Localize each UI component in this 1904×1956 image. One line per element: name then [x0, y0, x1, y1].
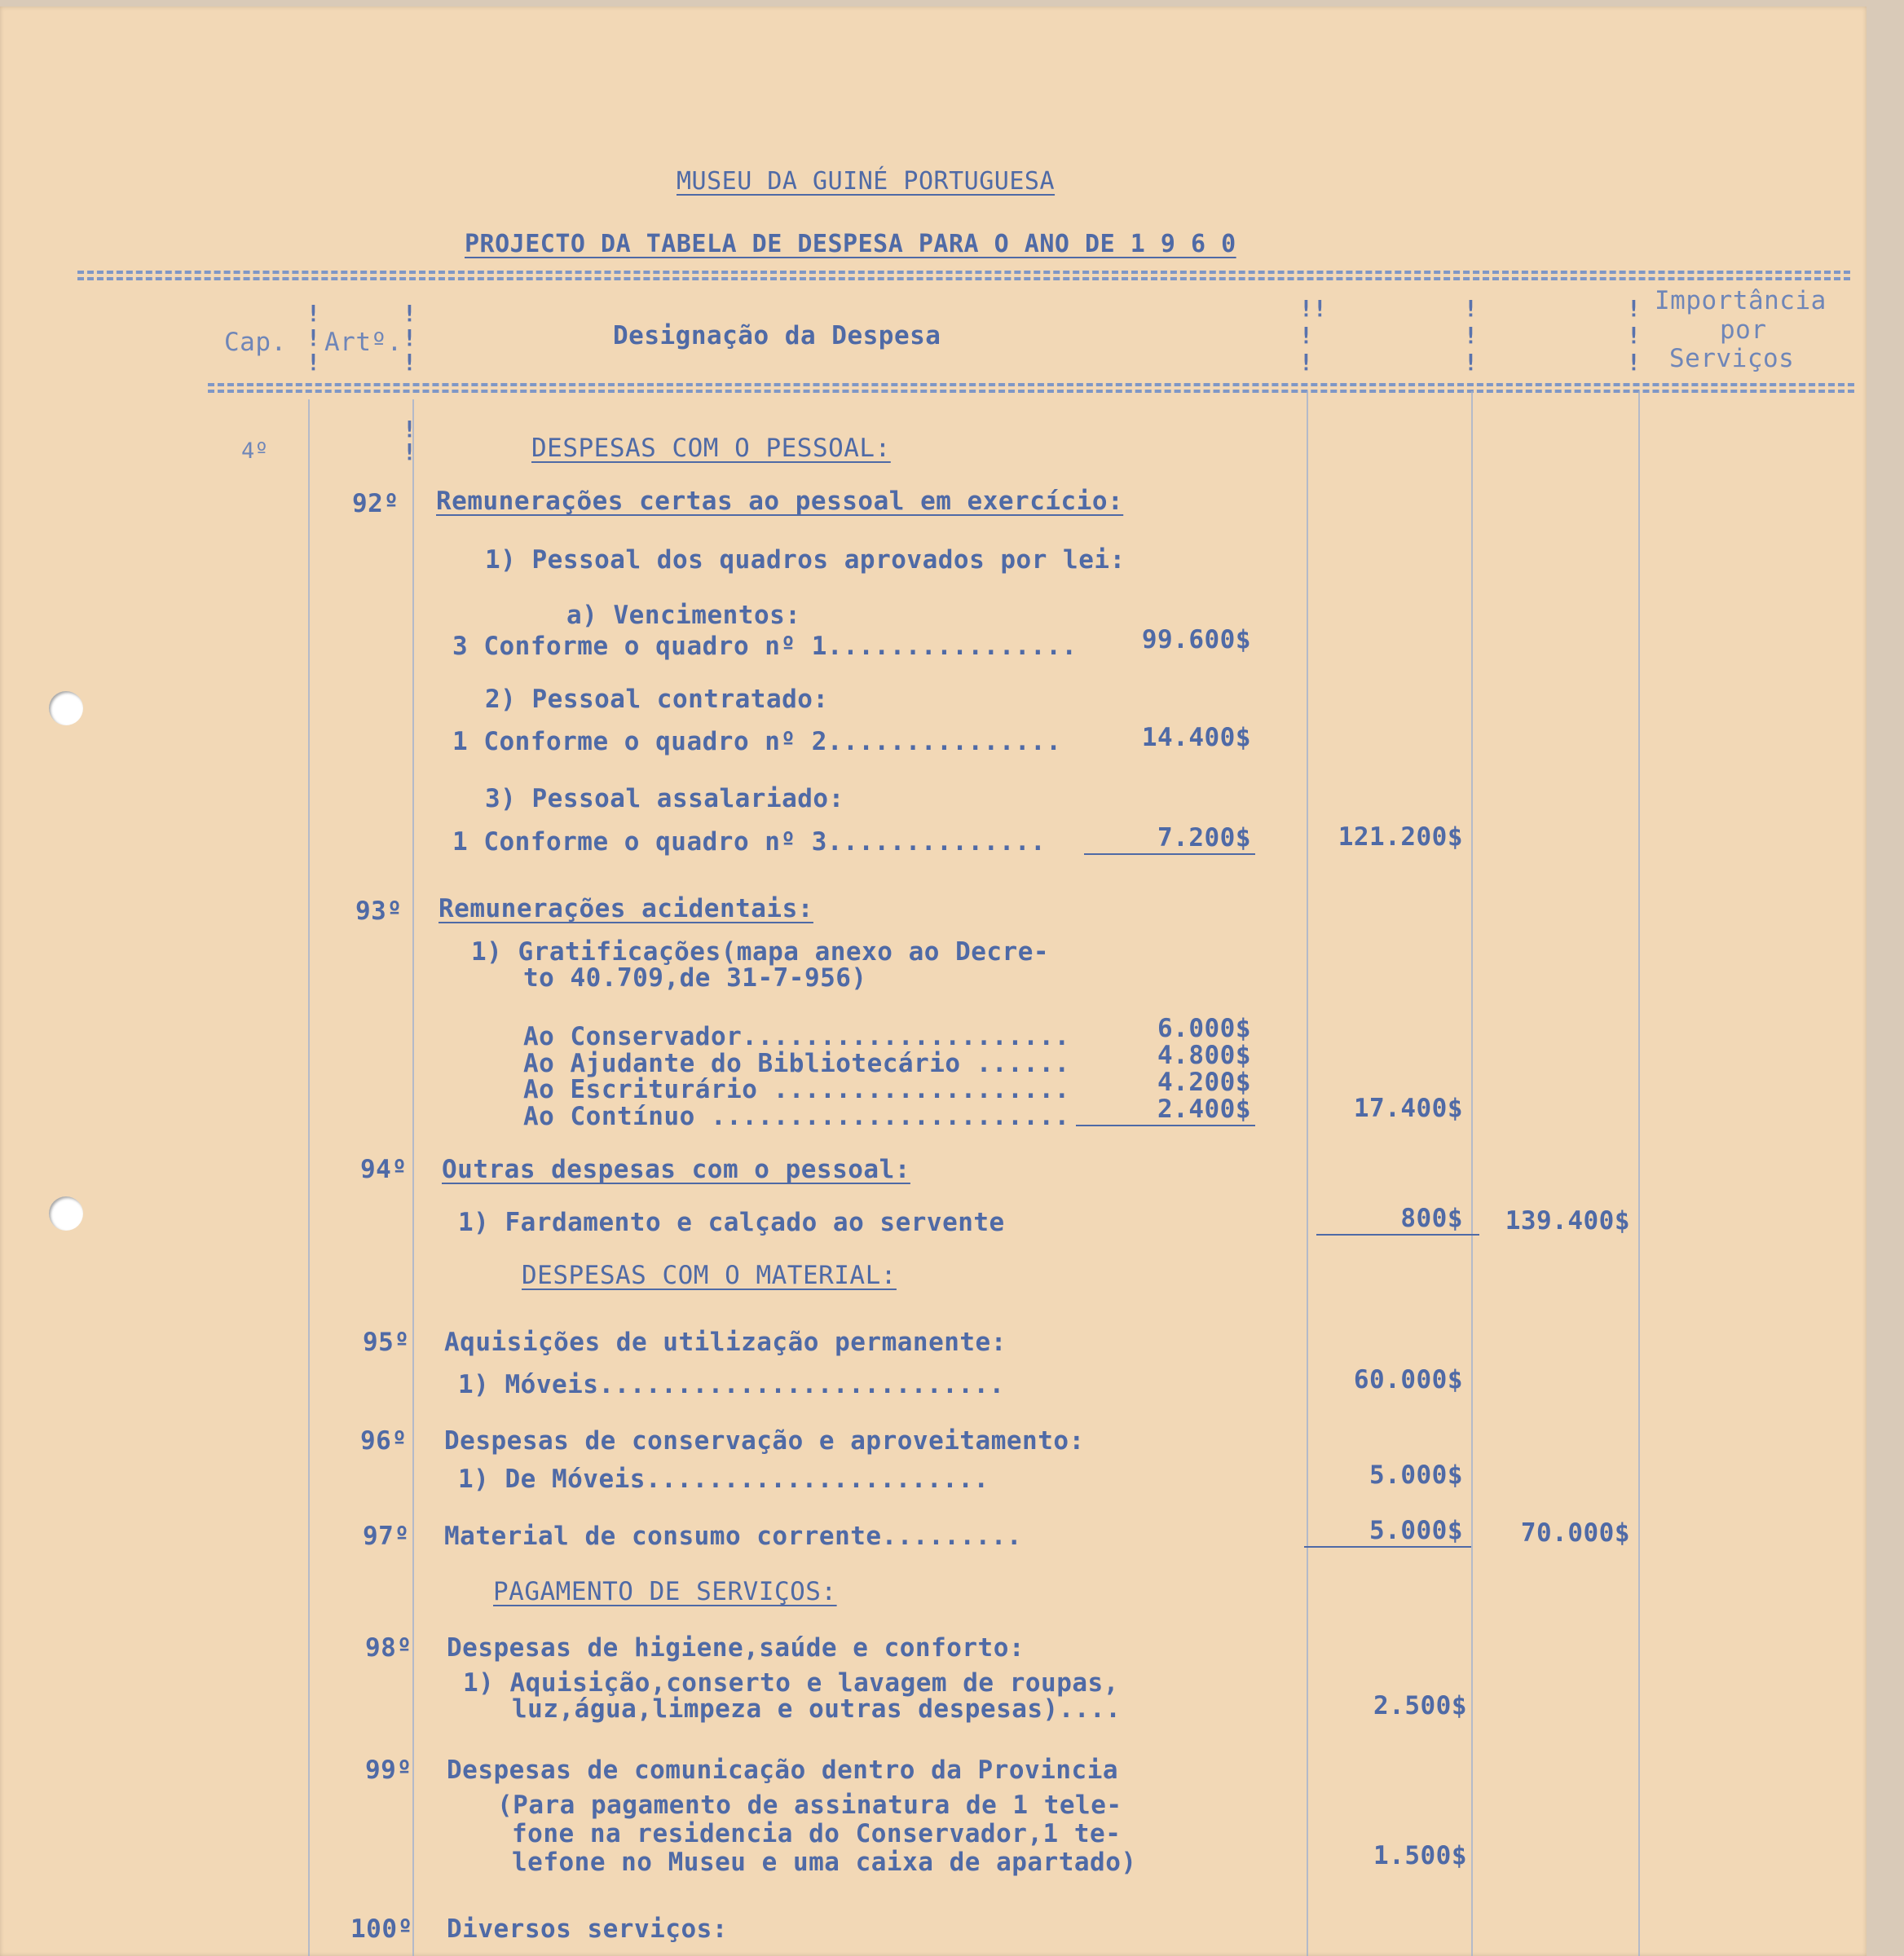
article-number: 100º: [350, 1914, 413, 1944]
header-rule-bottom: [208, 383, 1854, 386]
column-separator-mark: !: [1627, 322, 1641, 349]
chapter-title: DESPESAS COM O PESSOAL:: [531, 434, 891, 463]
line-item-value: 7.200$: [1157, 823, 1251, 852]
column-separator-mark: !!: [1299, 295, 1327, 322]
article-title: Despesas de conservação e aproveitamento:: [444, 1426, 1085, 1456]
column-separator-mark: !: [403, 324, 416, 351]
header-rule-top: [77, 271, 1850, 274]
column-line: [1307, 391, 1308, 1956]
line-item: (Para pagamento de assinatura de 1 tele-: [497, 1791, 1122, 1820]
line-item: 1) Aquisição,conserto e lavagem de roupas,: [463, 1668, 1119, 1698]
article-total: 121.200$: [1338, 822, 1463, 852]
line-item-value: 60.000$: [1353, 1365, 1463, 1394]
column-separator-mark: !: [1464, 295, 1478, 322]
article-title: Despesas de higiene,saúde e conforto:: [447, 1633, 1025, 1663]
line-item-value: 2.400$: [1157, 1095, 1251, 1124]
line-item: lefone no Museu e uma caixa de apartado): [512, 1848, 1137, 1877]
subtotal-rule: [1304, 1546, 1471, 1548]
column-separator-mark: !: [1464, 322, 1478, 349]
column-header-designacao: Designação da Despesa: [613, 321, 941, 350]
column-separator-mark: !: [403, 300, 416, 327]
column-separator-mark: !: [1627, 295, 1641, 322]
line-item-value: 4.200$: [1157, 1068, 1251, 1097]
article-title: Remunerações certas ao pessoal em exercício:: [436, 487, 1124, 516]
line-item-value: 1.500$: [1373, 1841, 1467, 1870]
article-number: 99º: [365, 1756, 412, 1785]
article-title: Aquisições de utilização permanente:: [444, 1328, 1007, 1357]
line-item-value: 2.500$: [1373, 1691, 1467, 1720]
header-rule-bottom: [208, 390, 1854, 393]
article-number: 92º: [352, 489, 399, 518]
article-number: 95º: [363, 1328, 410, 1357]
line-item: 1) Móveis..........................: [458, 1370, 1005, 1399]
column-header-cap: Cap.: [224, 328, 287, 357]
column-separator-mark: !: [306, 349, 320, 376]
column-line: [1638, 391, 1640, 1956]
article-number: 93º: [355, 896, 403, 926]
article-title: Diversos serviços:: [447, 1914, 728, 1944]
subtotal-rule: [1316, 1234, 1479, 1236]
line-item-value: 5.000$: [1369, 1516, 1463, 1545]
line-item-value: 14.400$: [1141, 723, 1251, 752]
section-heading: 1) Pessoal dos quadros aprovados por lei:: [485, 545, 1126, 575]
line-item: 3 Conforme o quadro nº 1................: [452, 632, 1078, 661]
subtotal-rule: [1084, 853, 1255, 855]
section-heading: 1) Fardamento e calçado ao servente: [458, 1208, 1005, 1237]
subsection-heading: a) Vencimentos:: [566, 601, 801, 630]
column-header-por: por: [1720, 315, 1767, 345]
column-separator-mark: !: [403, 349, 416, 376]
chapter-total: 70.000$: [1520, 1518, 1630, 1548]
line-item: 1 Conforme o quadro nº 2...............: [452, 727, 1062, 756]
line-item: luz,água,limpeza e outras despesas)....: [512, 1694, 1122, 1724]
article-number: 94º: [360, 1155, 408, 1184]
line-item: Ao Ajudante do Bibliotecário ......: [523, 1049, 1070, 1078]
column-separator-mark: !: [403, 438, 416, 465]
article-title: Remunerações acidentais:: [439, 894, 813, 923]
section-heading: 2) Pessoal contratado:: [485, 685, 829, 714]
article-number: 98º: [365, 1633, 412, 1663]
column-separator-mark: !: [306, 300, 320, 327]
line-item: 1) De Móveis......................: [458, 1465, 989, 1494]
column-line: [1471, 391, 1473, 1956]
column-line: [308, 399, 310, 1956]
line-item-value: 4.800$: [1157, 1041, 1251, 1070]
column-line: [412, 399, 414, 1956]
article-number: 97º: [363, 1522, 410, 1551]
column-header-art: Artº.: [324, 328, 403, 357]
chapter-title: DESPESAS COM O MATERIAL:: [522, 1261, 897, 1290]
header-rule-top: [77, 277, 1850, 280]
chapter-title: PAGAMENTO DE SERVIÇOS:: [493, 1577, 837, 1606]
article-title: Material de consumo corrente.........: [444, 1522, 1023, 1551]
punch-hole: [49, 691, 83, 725]
chapter-number: 4º: [241, 438, 269, 464]
line-item-value: 6.000$: [1157, 1014, 1251, 1043]
column-header-importancia: Importância: [1655, 286, 1827, 315]
column-separator-mark: !: [1464, 349, 1478, 376]
document-sheet: [0, 7, 1867, 1956]
article-total: 800$: [1400, 1204, 1463, 1233]
column-separator-mark: !: [1299, 349, 1313, 376]
line-item: Ao Contínuo .......................: [523, 1102, 1070, 1131]
article-title: Despesas de comunicação dentro da Provincia: [447, 1756, 1119, 1785]
line-item: fone na residencia do Conservador,1 te-: [512, 1819, 1122, 1848]
line-item-value: 99.600$: [1141, 625, 1251, 654]
section-heading: to 40.709,de 31-7-956): [523, 963, 867, 993]
column-separator-mark: !: [1299, 322, 1313, 349]
article-total: 17.400$: [1353, 1094, 1463, 1123]
document-subtitle: PROJECTO DA TABELA DE DESPESA PARA O ANO DE 1 9 6 0: [465, 230, 1236, 258]
punch-hole: [49, 1196, 83, 1231]
article-number: 96º: [360, 1426, 408, 1456]
column-header-servicos: Serviços: [1669, 344, 1795, 373]
article-title: Outras despesas com o pessoal:: [442, 1155, 910, 1184]
subtotal-rule: [1076, 1125, 1255, 1126]
line-item: Ao Conservador.....................: [523, 1022, 1070, 1051]
column-separator-mark: !: [306, 324, 320, 351]
institution-title: MUSEU DA GUINÉ PORTUGUESA: [677, 167, 1056, 196]
line-item: 1 Conforme o quadro nº 3..............: [452, 827, 1047, 857]
line-item: Ao Escriturário ...................: [523, 1075, 1070, 1104]
section-heading: 1) Gratificações(mapa anexo ao Decre-: [471, 937, 1050, 967]
section-heading: 3) Pessoal assalariado:: [485, 784, 844, 813]
line-item-value: 5.000$: [1369, 1460, 1463, 1490]
column-separator-mark: !: [403, 416, 416, 443]
chapter-total: 139.400$: [1505, 1206, 1630, 1236]
column-separator-mark: !: [1627, 349, 1641, 376]
